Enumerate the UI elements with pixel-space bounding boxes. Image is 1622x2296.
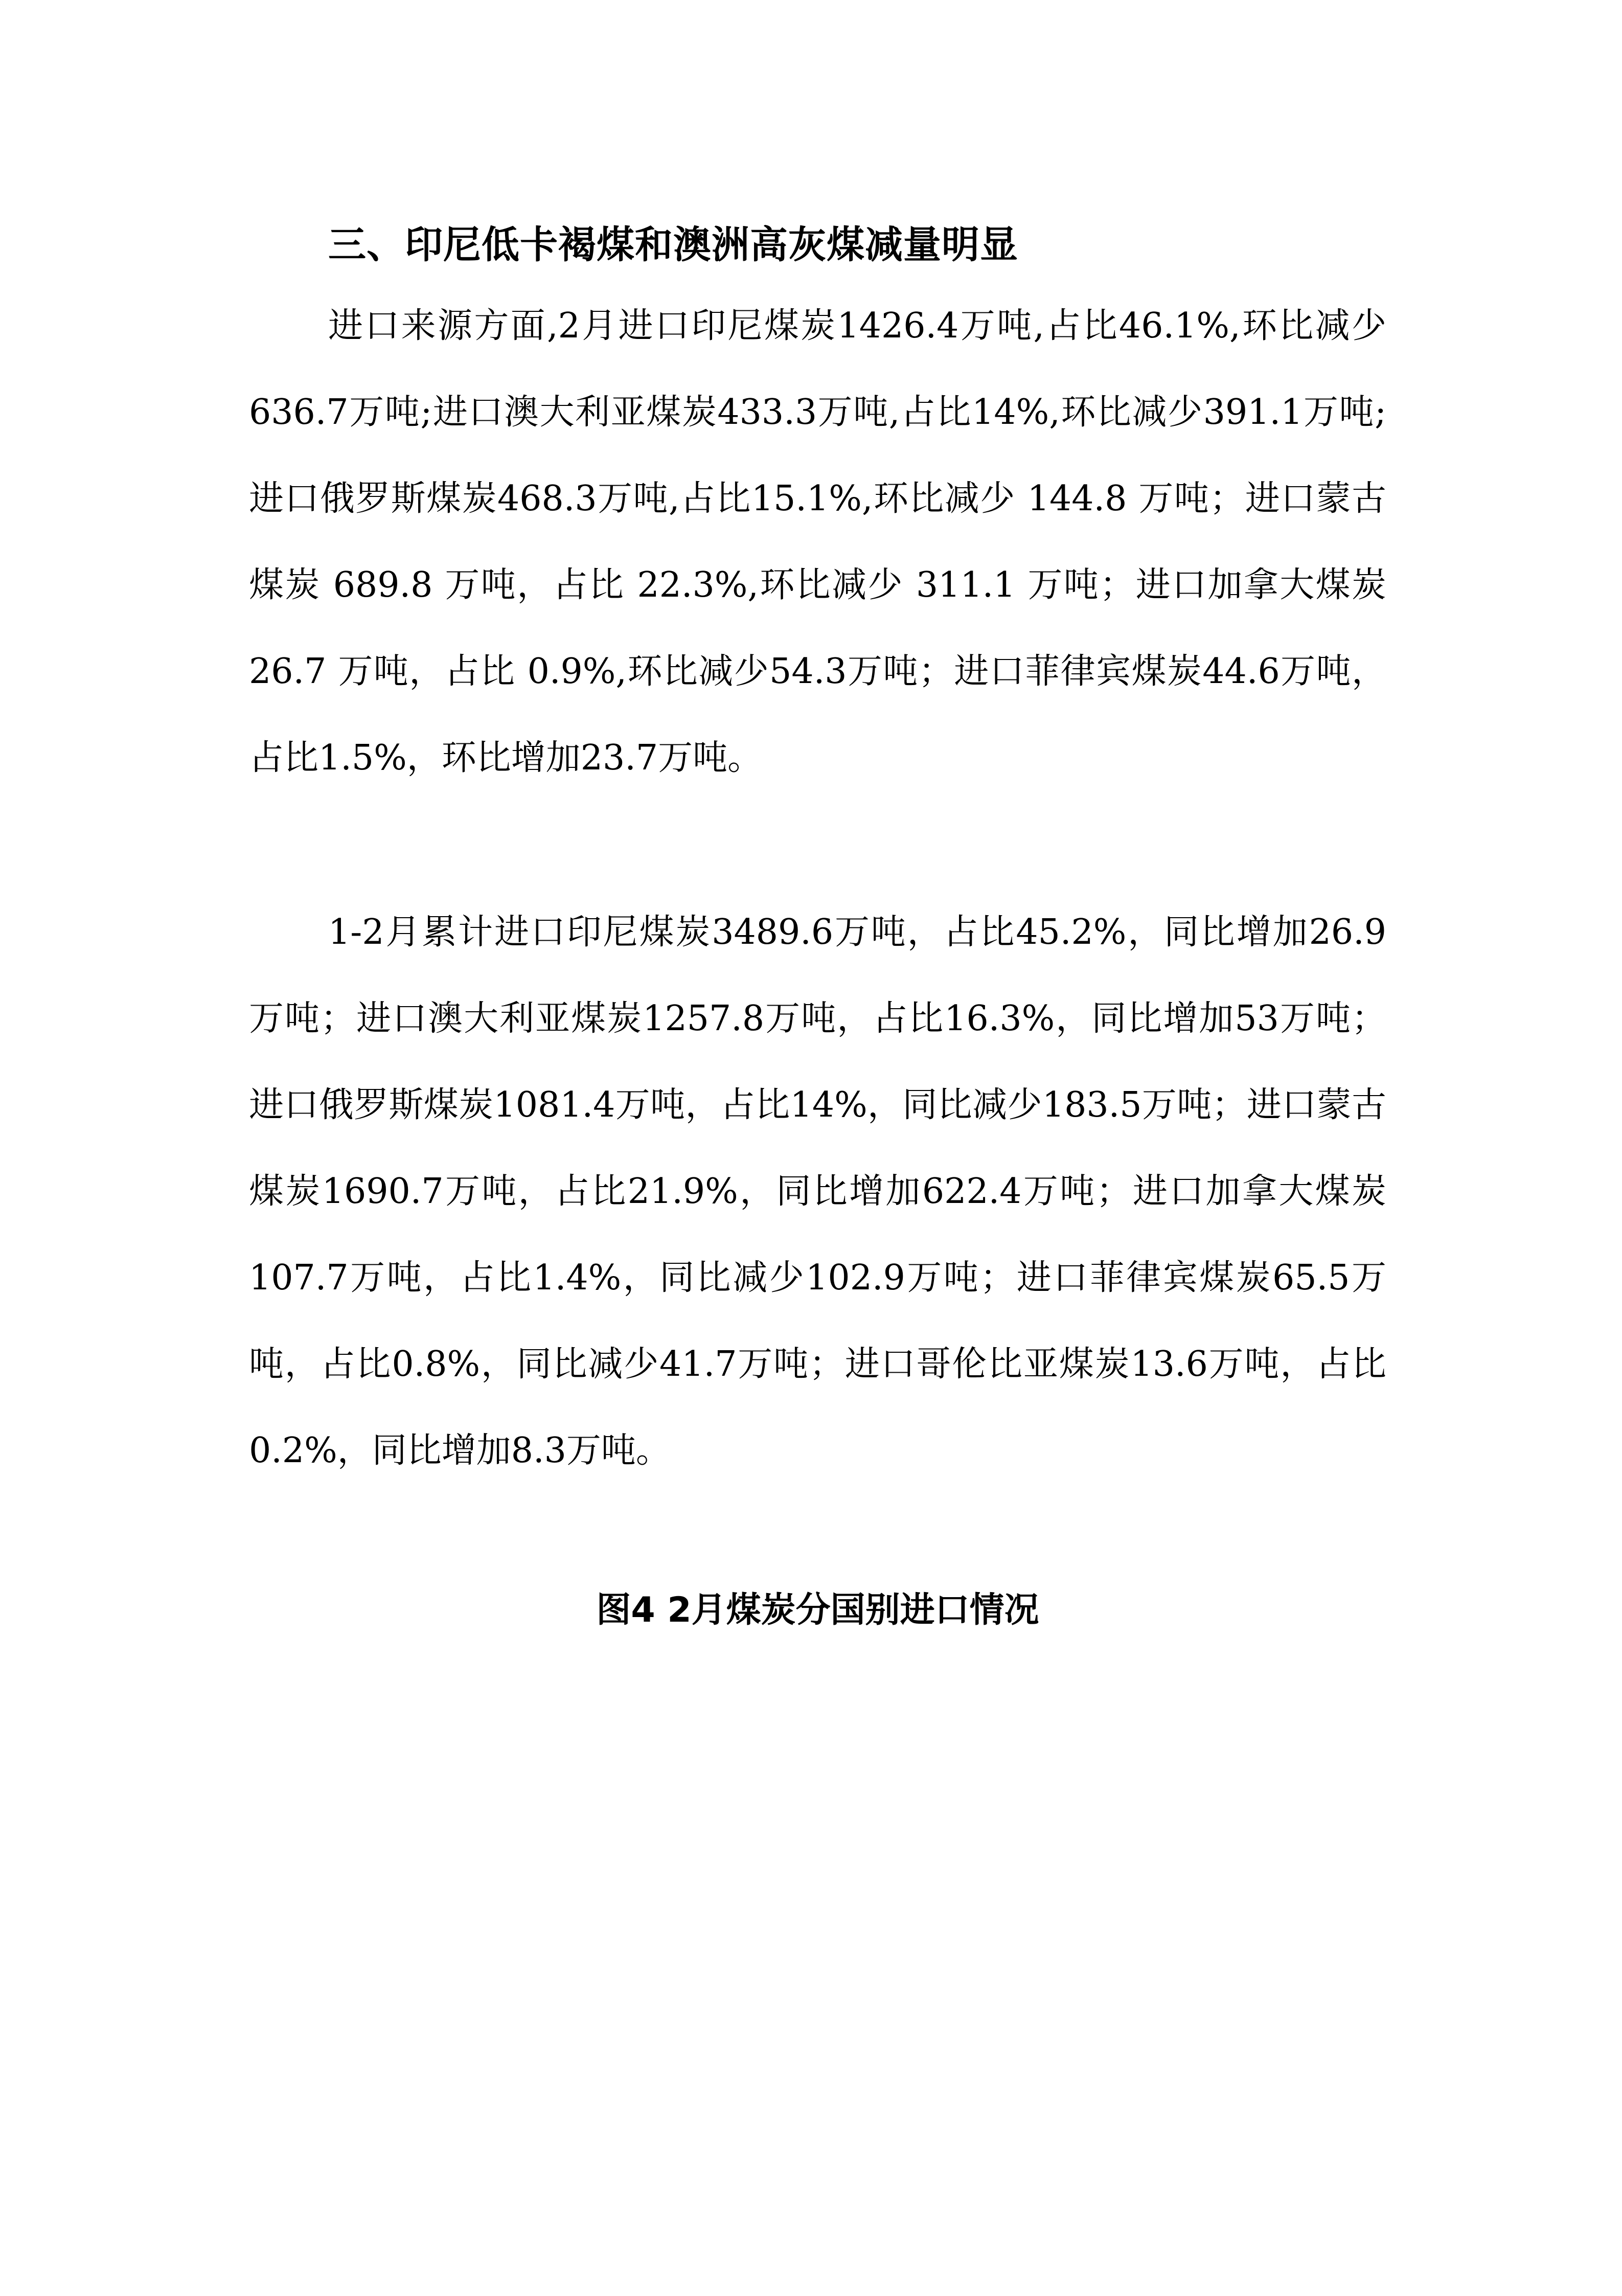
section-heading: 三、印尼低卡褐煤和澳洲高灰煤减量明显 [328,223,1018,267]
figure-caption: 图4 2月煤炭分国别进口情况 [596,1590,1039,1630]
paragraph-february-imports: 进口来源方面,2月进口印尼煤炭1426.4万吨,占比46.1%,环比减少636.7万吨;进口澳大利亚煤炭433.3万吨,占比14%,环比减少391.1万吨;进口俄罗斯煤炭468.3万吨,占比15.1%,环比减少 144.8 万吨；进口蒙古煤炭 689.8 万吨，占比 22.3%,环比减少 311.1 万吨；进口加拿大煤炭 26.7 万吨，占比 0.9%,环比减少54.3万吨；进口菲律宾煤炭44.6万吨，占比1.5%，环比增加23.7万吨。 [249,306,1386,778]
paragraph-cumulative-imports: 1-2月累计进口印尼煤炭3489.6万吨，占比45.2%，同比增加26.9万吨；进口澳大利亚煤炭1257.8万吨，占比16.3%，同比增加53万吨；进口俄罗斯煤炭1081.4万吨，占比14%，同比减少183.5万吨；进口蒙古煤炭1690.7万吨，占比21.9%，同比增加622.4万吨；进口加拿大煤炭107.7万吨，占比1.4%，同比减少102.9万吨；进口菲律宾煤炭65.5万吨，占比0.8%，同比减少41.7万吨；进口哥伦比亚煤炭13.6万吨，占比0.2%，同比增加8.3万吨。 [249,912,1386,1471]
